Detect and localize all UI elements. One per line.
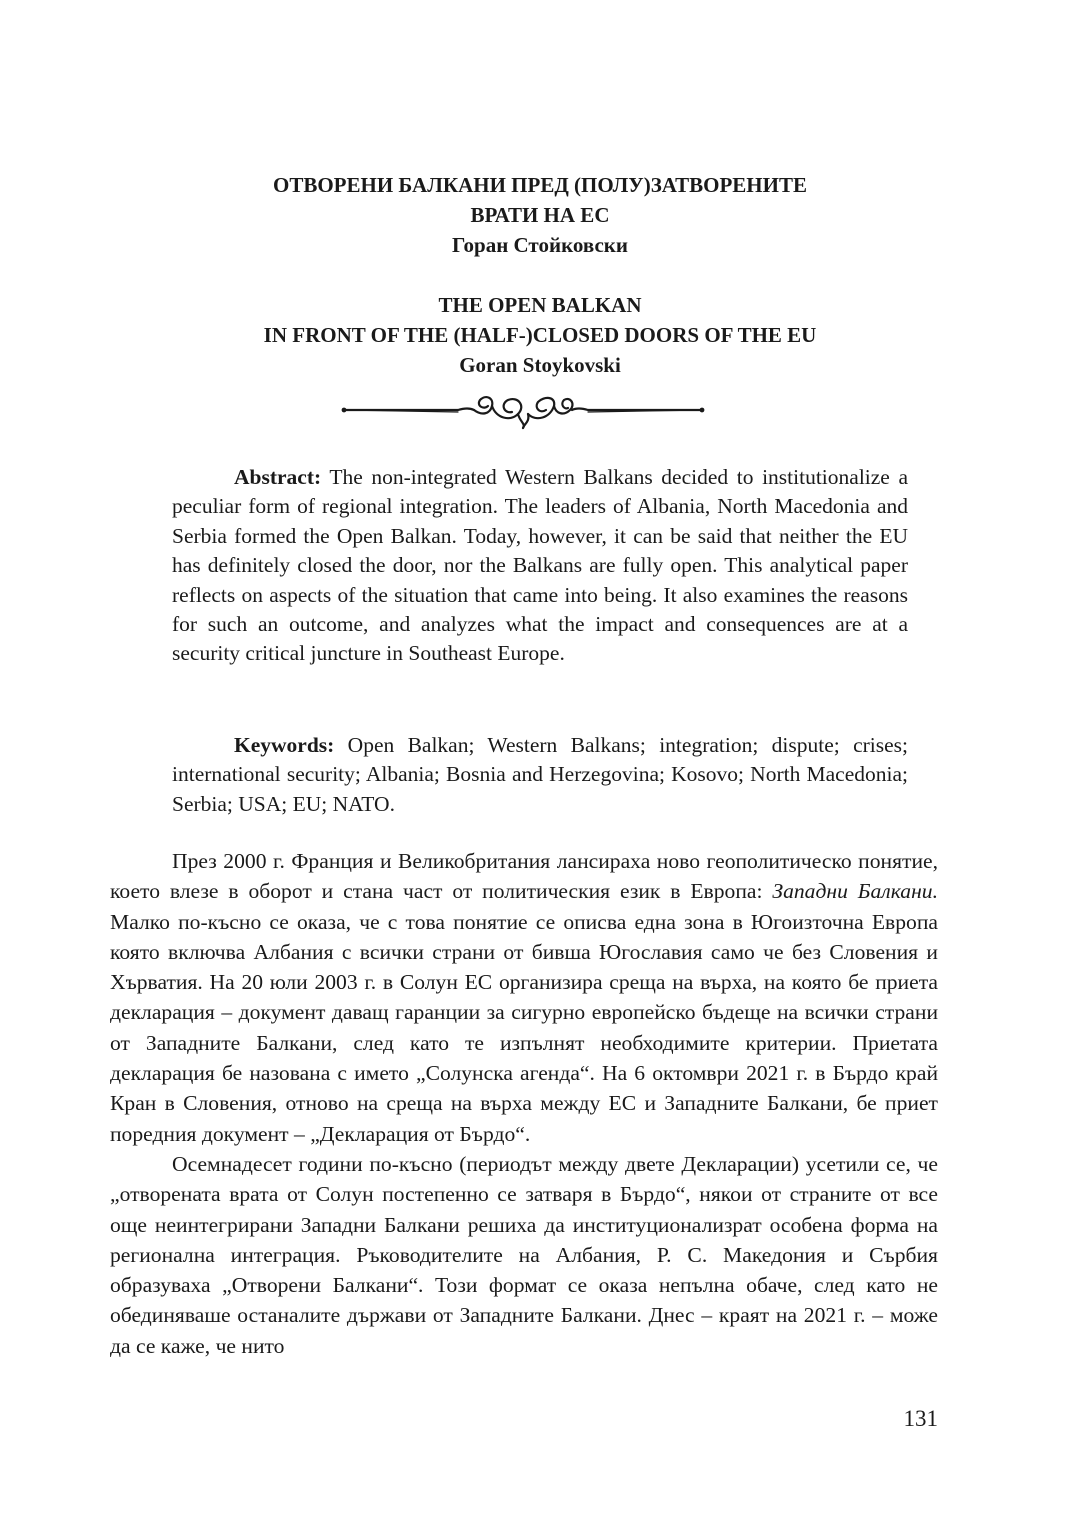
abstract-section [172, 463, 908, 669]
abstract-text: The non-integrated Western Balkans decided to institutionalize a peculiar form of regional integration. The leaders of Albania, North Macedonia and Serbia formed the Open Balkan. Today, however, it can be said that neither the EU has definitely closed the door, nor the Balkans are fully open. This analytical paper reflects on aspects of the situation that came into being. It also examines the reasons for such an outcome, and analyzes what the impact and consequences are at a security critical juncture in Southeast Europe. [172, 465, 908, 666]
body-paragraph-1 [110, 846, 938, 1149]
title-bg-line2: ВРАТИ НА ЕС [470, 203, 610, 227]
body-text [110, 846, 938, 1361]
keywords-text: Open Balkan; Western Balkans; integration; dispute; crises; international security; Albania; Bosnia and Herzegovina; Kosovo; North Macedonia; Serbia; USA; EU; NATO. [172, 733, 908, 816]
scroll-flourish-divider-icon [340, 392, 706, 432]
title-gap [110, 260, 970, 290]
keywords-section [172, 731, 908, 819]
abstract-label: Abstract: [234, 465, 322, 489]
page-number: 131 [903, 1406, 938, 1431]
title-bg-line1: ОТВОРЕНИ БАЛКАНИ ПРЕД (ПОЛУ)ЗАТВОРЕНИТЕ [273, 173, 807, 197]
keywords-label: Keywords: [234, 733, 335, 757]
keywords-paragraph [172, 731, 908, 819]
body-p1-italic: Западни Балкани. [772, 879, 938, 904]
author-en: Goran Stoykovski [459, 353, 621, 377]
abstract-paragraph [172, 463, 908, 669]
title-en-line1: THE OPEN BALKAN [438, 293, 642, 317]
title-block [110, 170, 970, 380]
body-p1-end: Малко по-късно се оказа, че с това понятие се описва една зона в Югоизточна Европа която включва Албания с всички страни от бивша Югославия само че без Словения и Хърватия. На 20 юли 2003 г. в Солун ЕС организира среща на върха, на която бе приета декларация – документ даващ гаранции за сигурно европейско бъдеще на всички страни от Западните Балкани, след като те изпълнят необходимите критерии. Приетата декларация бе назована с името „Солунска агенда“. На 6 октомври 2021 г. в Бърдо край Кран в Словения, отново на среща на върха между ЕС и Западните Балкани, бе приет поредния документ – „Декларация от Бърдо“. [110, 909, 938, 1146]
author-bg: Горан Стойковски [452, 233, 628, 257]
body-paragraph-2: Осемнадесет години по-късно (периодът между двете Декларации) усетили се, че „отворената врата от Солун постепенно се затваря в Бърдо“, някои от страните от все още неинтегрирани Западни Балкани решиха да институционализрат особена форма на регионална интеграция. Ръководителите на Албания, Р. С. Македония и Сърбия образуваха „Отворени Балкани“. Този формат се оказа непълна обаче, след като не обединяваше останалите държави от Западните Балкани. Днес – краят на 2021 г. – може да се каже, че нито [110, 1151, 938, 1358]
body-p1-start: През 2000 г. Франция и Великобритания лансираха ново геополитическо понятие, което влезе в оборот и стана част от политическия език в Европа: [110, 849, 938, 904]
title-en-line2: IN FRONT OF THE (HALF-)CLOSED DOORS OF THE EU [263, 323, 817, 347]
